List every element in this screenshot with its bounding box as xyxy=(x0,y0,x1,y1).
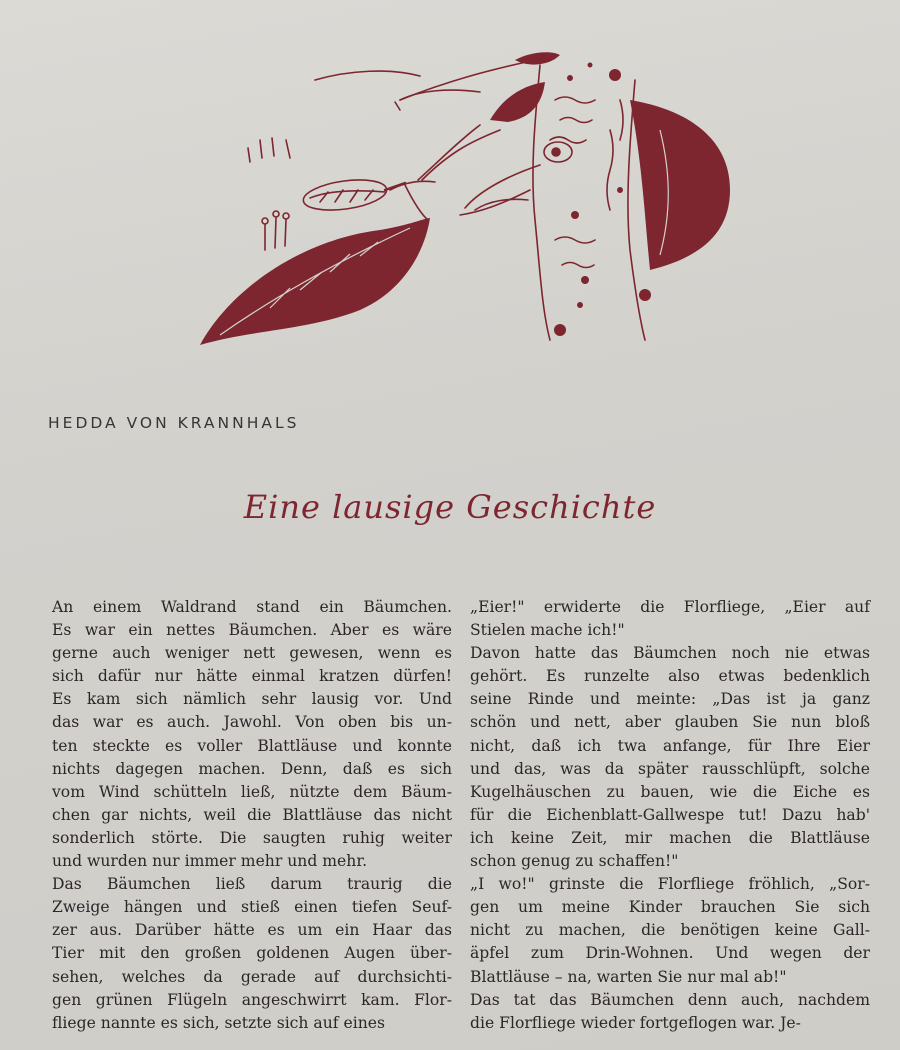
text-line: An einem Waldrand stand ein Bäumchen. xyxy=(52,598,452,616)
text-column-right xyxy=(470,596,870,1035)
text-line: Stielen mache ich!" xyxy=(470,621,625,640)
text-line: „I wo!" grinste die Florfliege fröhlich, „Sor- xyxy=(470,875,870,894)
text-line: sonderlich störte. Die saugten ruhig weiter xyxy=(52,828,452,847)
text-line: zer aus. Darüber hätte es um ein Haar das xyxy=(52,921,452,940)
text-line: und das, was da später rausschlüpft, solche xyxy=(470,759,870,778)
text-line: nicht, daß ich twa anfange, für Ihre Eier xyxy=(470,736,870,755)
text-line: sehen, welches da gerade auf durchsichti- xyxy=(52,967,452,986)
text-line: äpfel zum Drin-Wohnen. Und wegen der xyxy=(470,944,870,963)
author-name: HEDDA VON KRANNHALS xyxy=(48,414,300,432)
text-line: seine Rinde und meinte: „Das ist ja ganz xyxy=(470,690,870,709)
text-line: ich keine Zeit, mir machen die Blattläuse xyxy=(470,828,870,847)
text-line: nichts dagegen machen. Denn, daß es sich xyxy=(52,759,452,778)
text-column-left xyxy=(52,596,452,1035)
text-line: Es kam sich nämlich sehr lausig vor. Und xyxy=(52,690,452,709)
text-line: Blattläuse – na, warten Sie nur mal ab!" xyxy=(470,967,787,986)
text-line: schon genug zu schaffen!" xyxy=(470,852,679,871)
text-line: gen grünen Flügeln angeschwirrt kam. Flor- xyxy=(52,990,452,1009)
text-line: Zweige hängen und stieß einen tiefen Seuf- xyxy=(52,898,452,917)
text-line: das war es auch. Jawohl. Von oben bis un- xyxy=(52,713,452,732)
text-line: „Eier!" erwiderte die Florfliege, „Eier auf xyxy=(470,598,870,616)
text-line: und wurden nur immer mehr und mehr. xyxy=(52,852,368,871)
text-line: Kugelhäuschen zu bauen, wie die Eiche es xyxy=(470,782,870,801)
text-line: ten steckte es voller Blattläuse und konnte xyxy=(52,736,452,755)
tree-leaves-lacewing-illustration xyxy=(190,40,750,360)
text-line: schön und nett, aber glauben Sie nun bloß xyxy=(470,713,870,732)
text-line: Das tat das Bäumchen denn auch, nachdem xyxy=(470,990,870,1009)
text-line: fliege nannte es sich, setzte sich auf eines xyxy=(52,1013,385,1032)
text-line: Das Bäumchen ließ darum traurig die xyxy=(52,875,452,894)
text-line: die Florfliege wieder fortgeflogen war. Je- xyxy=(470,1013,801,1032)
text-line: nicht zu machen, die benötigen keine Gall- xyxy=(470,921,870,940)
text-line: Davon hatte das Bäumchen noch nie etwas xyxy=(470,644,870,663)
text-line: Es war ein nettes Bäumchen. Aber es wäre xyxy=(52,621,452,640)
text-line: gerne auch weniger nett gewesen, wenn es xyxy=(52,644,452,663)
text-line: gen um meine Kinder brauchen Sie sich xyxy=(470,898,870,917)
text-line: gehört. Es runzelte also etwas bedenklich xyxy=(470,667,870,686)
text-line: chen gar nichts, weil die Blattläuse das nicht xyxy=(52,805,452,824)
text-line: für die Eichenblatt-Gallwespe tut! Dazu hab' xyxy=(470,805,870,824)
text-line: Tier mit den großen goldenen Augen über- xyxy=(52,944,452,963)
story-title: Eine lausige Geschichte xyxy=(243,488,657,526)
text-line: vom Wind schütteln ließ, nützte dem Bäum- xyxy=(52,782,452,801)
text-line: sich dafür nur hätte einmal kratzen dürfen! xyxy=(52,667,452,686)
